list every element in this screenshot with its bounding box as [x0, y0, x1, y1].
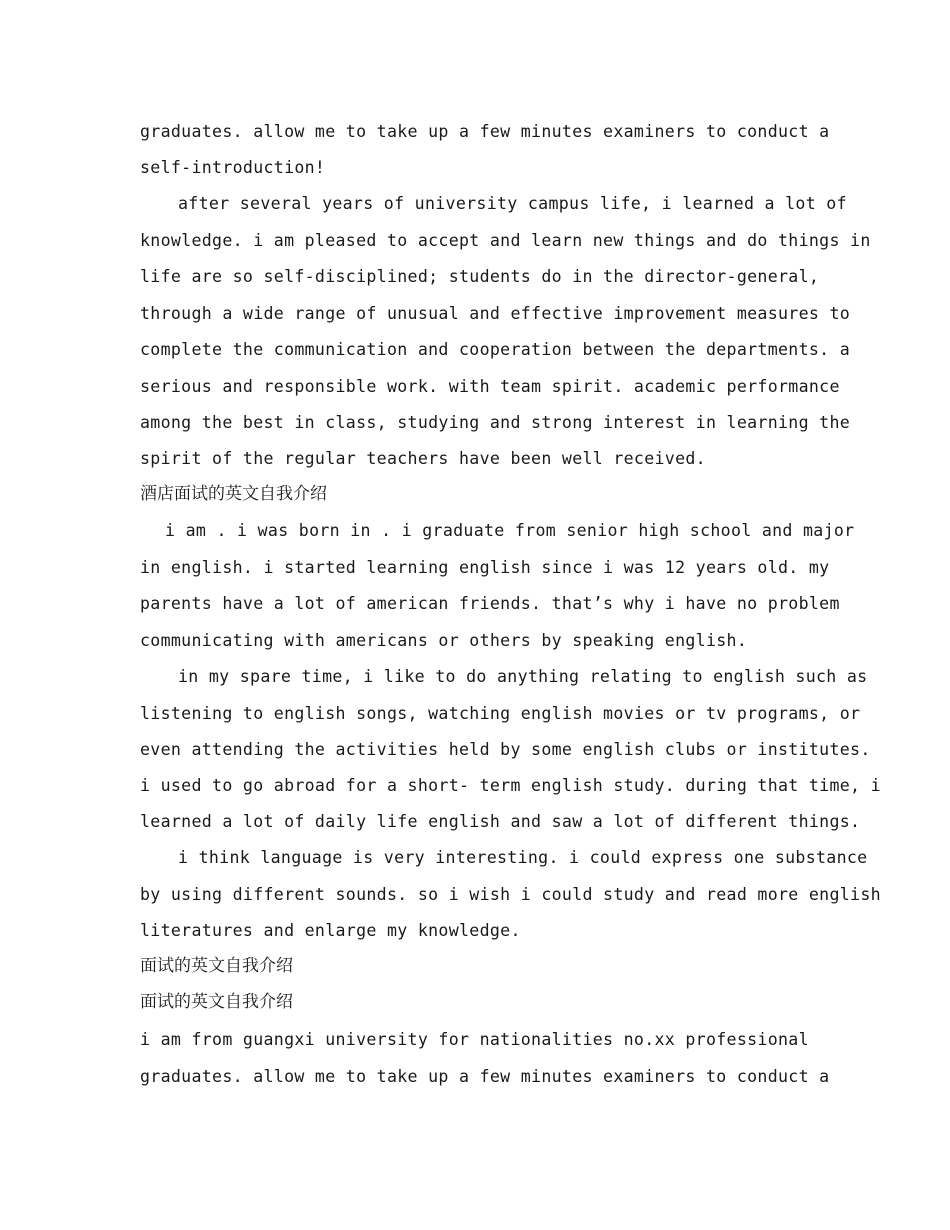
section-heading: 面试的英文自我介绍 — [140, 992, 293, 1012]
section-heading: 酒店面试的英文自我介绍 — [140, 484, 327, 504]
text-line: even attending the activities held by some english clubs or institutes. — [140, 740, 871, 759]
text-line: self-introduction! — [140, 158, 326, 177]
text-line: parents have a lot of american friends. that’s why i have no problem — [140, 594, 840, 613]
text-line: listening to english songs, watching english movies or tv programs, or — [140, 704, 861, 723]
text-line: in my spare time, i like to do anything relating to english such as — [178, 667, 868, 686]
text-line: spirit of the regular teachers have been well received. — [140, 449, 706, 468]
text-line: i am . i was born in . i graduate from senior high school and major — [165, 521, 855, 540]
text-line: after several years of university campus life, i learned a lot of — [178, 194, 847, 213]
text-line: in english. i started learning english since i was 12 years old. my — [140, 558, 830, 577]
section-heading: 面试的英文自我介绍 — [140, 956, 293, 976]
text-line: by using different sounds. so i wish i could study and read more english — [140, 885, 881, 904]
text-line: i am from guangxi university for nationalities no.xx professional — [140, 1030, 809, 1049]
text-line: communicating with americans or others by speaking english. — [140, 631, 748, 650]
text-line: i think language is very interesting. i could express one substance — [178, 848, 868, 867]
text-line: graduates. allow me to take up a few minutes examiners to conduct a — [140, 122, 830, 141]
text-line: literatures and enlarge my knowledge. — [140, 921, 521, 940]
text-line: learned a lot of daily life english and saw a lot of different things. — [140, 812, 861, 831]
text-line: complete the communication and cooperation between the departments. a — [140, 340, 851, 359]
text-line: among the best in class, studying and strong interest in learning the — [140, 413, 851, 432]
text-line: through a wide range of unusual and effective improvement measures to — [140, 304, 851, 323]
text-line: life are so self-disciplined; students do in the director-general, — [140, 267, 820, 286]
text-line: knowledge. i am pleased to accept and learn new things and do things in — [140, 231, 871, 250]
text-line: i used to go abroad for a short- term english study. during that time, i — [140, 776, 881, 795]
text-line: graduates. allow me to take up a few minutes examiners to conduct a — [140, 1067, 830, 1086]
text-line: serious and responsible work. with team spirit. academic performance — [140, 377, 840, 396]
